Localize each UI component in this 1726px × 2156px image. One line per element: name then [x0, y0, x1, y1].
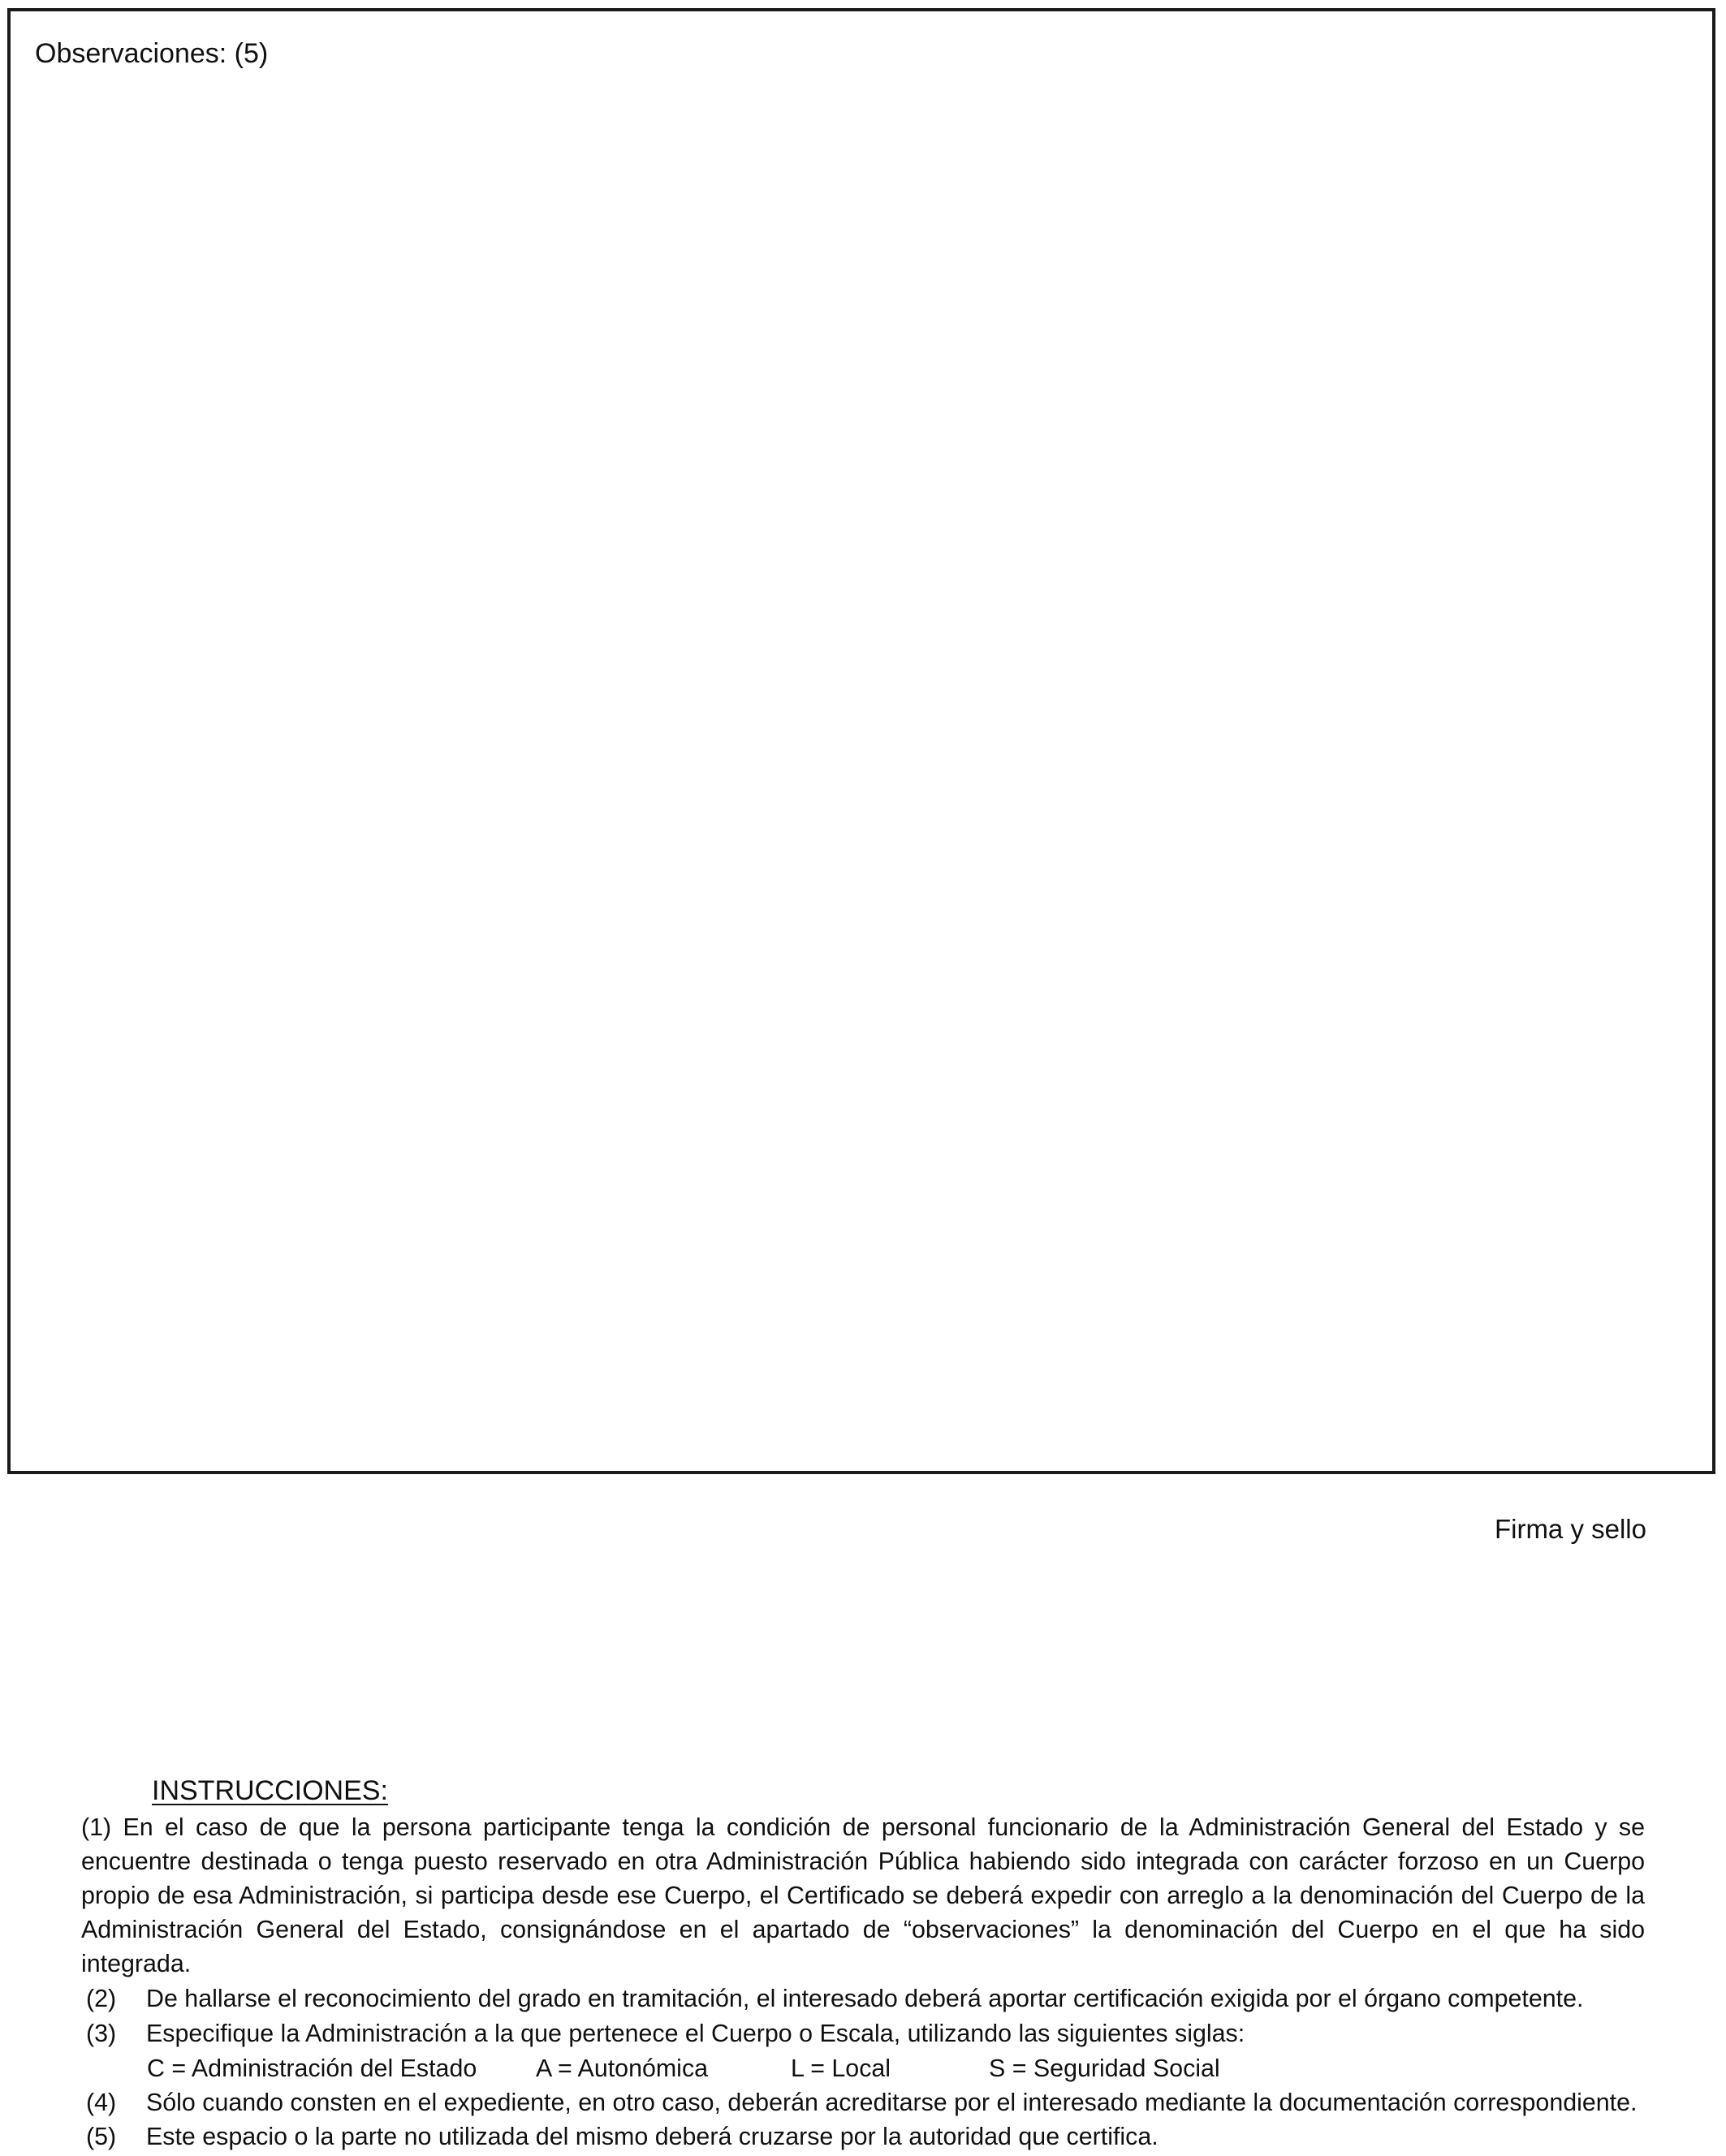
observaciones-box	[7, 8, 1715, 1474]
instruction-note-2	[81, 1981, 1664, 2016]
instruction-note-3	[81, 2016, 1664, 2050]
instruction-note-4	[81, 2085, 1664, 2119]
instrucciones-title: INSTRUCCIONES:	[152, 1775, 388, 1806]
note-text: Este espacio o la parte no utilizada del mismo deberá cruzarse por la autoridad que certifica.	[146, 2123, 1159, 2150]
note-text: Especifique la Administración a la que pertenece el Cuerpo o Escala, utilizando las siguientes siglas:	[146, 2020, 1245, 2047]
sigla-c: C = Administración del Estado	[147, 2055, 477, 2082]
note-text: De hallarse el reconocimiento del grado en tramitación, el interesado deberá aportar certificación exigida por el órgano competente.	[146, 1985, 1584, 2012]
note-number: (2)	[86, 1985, 117, 2012]
note-number: (4)	[86, 2089, 117, 2116]
sigla-s: S = Seguridad Social	[989, 2055, 1220, 2082]
note-text: Sólo cuando consten en el expediente, en otro caso, deberán acreditarse por el interesado mediante la documentación correspondiente.	[146, 2089, 1638, 2116]
note-number: (3)	[86, 2020, 117, 2047]
sigla-a: A = Autonómica	[536, 2055, 709, 2082]
observaciones-label: Observaciones: (5)	[35, 38, 269, 69]
instruction-note-1: (1) En el caso de que la persona participante tenga la condición de personal funcionario de la Administración General del Estado y se encuentre destinada o tenga puesto reservado en otra Administración Pública habiendo sido integrada con carácter forzoso en un Cuerpo propio de esa Administración, si participa desde ese Cuerpo, el Certificado se deberá expedir con arreglo a la denominación del Cuerpo de la Administración General del Estado, consignándose en el apartado de “observaciones” la denominación del Cuerpo en el que ha sido integrada.	[81, 1813, 1645, 1977]
firma-y-sello-label: Firma y sello	[1494, 1514, 1646, 1544]
note-number: (5)	[86, 2123, 117, 2150]
sigla-l: L = Local	[791, 2055, 891, 2082]
instruction-note-5	[81, 2119, 1664, 2154]
